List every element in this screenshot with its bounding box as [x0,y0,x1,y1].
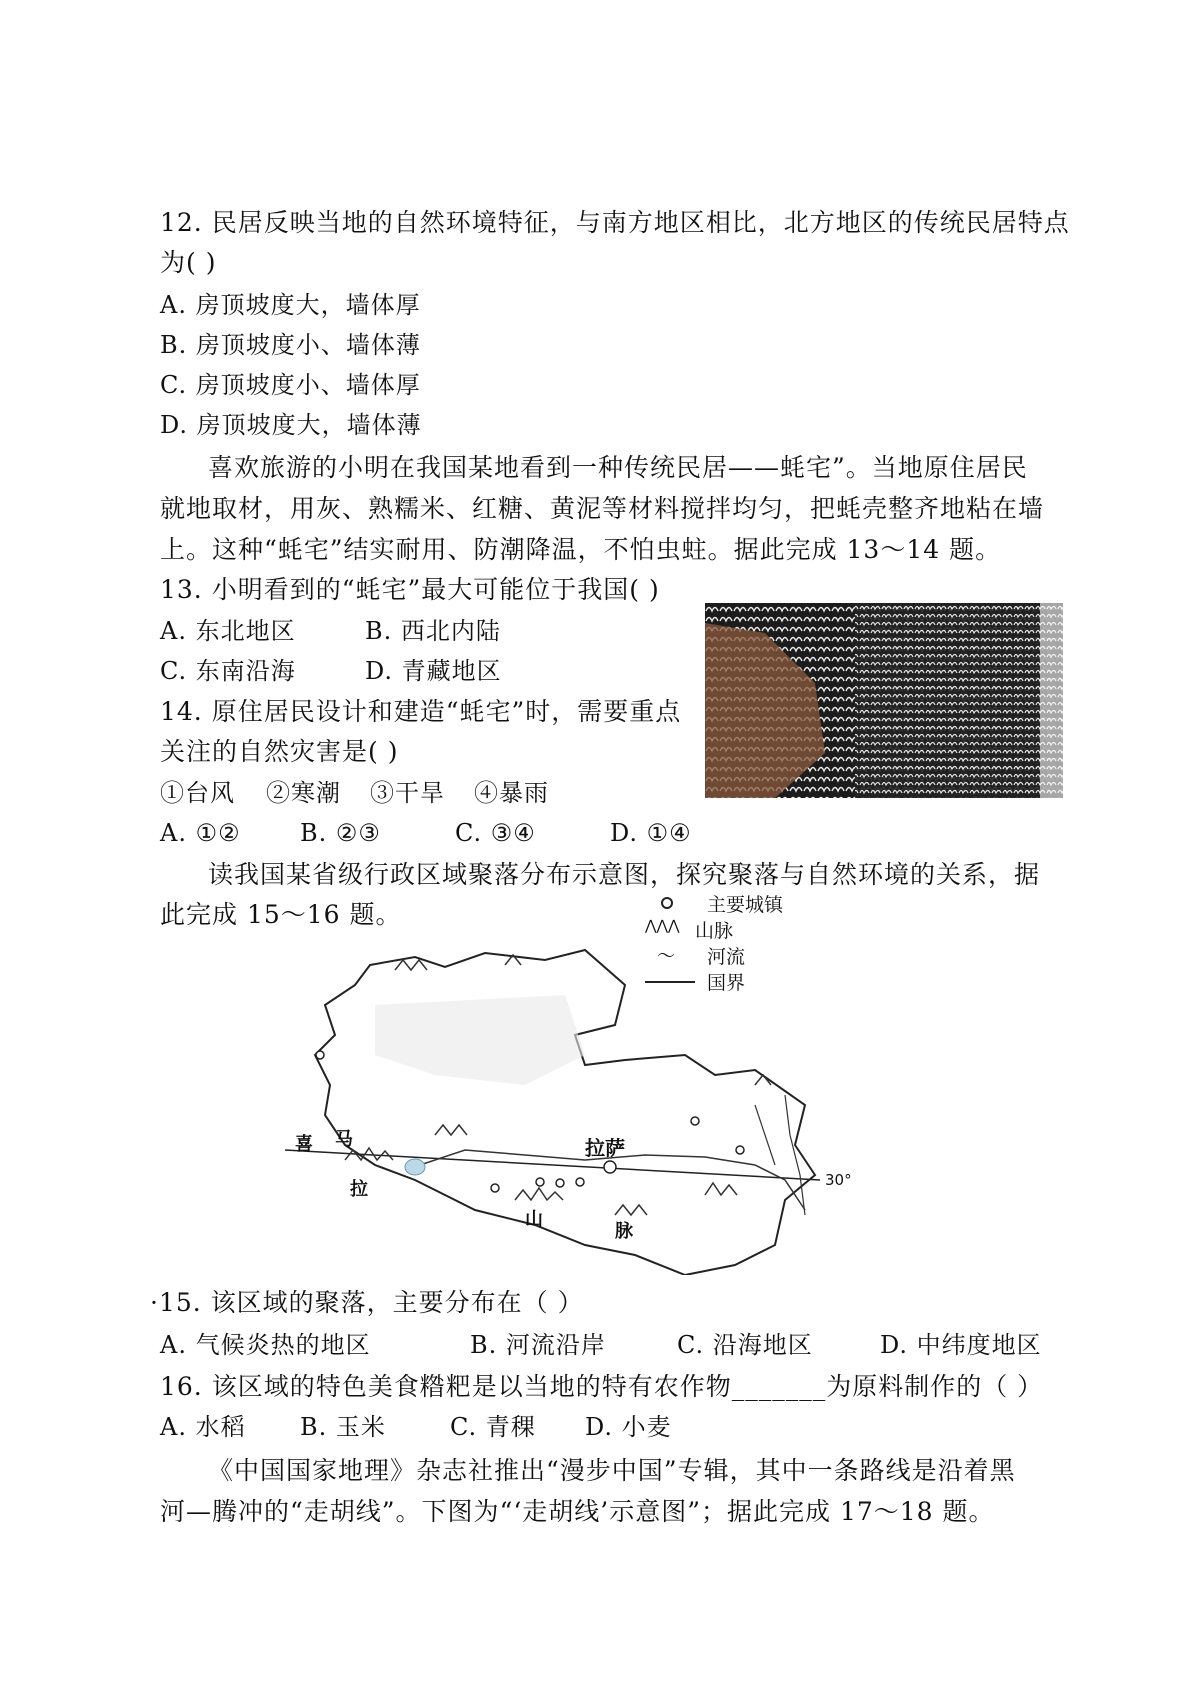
q14-stem-line1: 14. 原住居民设计和建造“蚝宅”时，需要重点 [160,697,682,726]
passage-13-14-line1: 喜欢旅游的小明在我国某地看到一种传统民居——蚝宅”。当地原住居民 [208,453,1028,482]
q14-option-b: B. ②③ [300,819,381,847]
q12-option-a: A. 房顶坡度大，墙体厚 [160,291,421,319]
legend-town-icon [661,897,673,909]
q16-option-a: A. 水稻 [160,1413,246,1441]
legend [645,890,845,994]
q16-option-b: B. 玉米 [300,1413,386,1441]
q14-hazard-4: ④暴雨 [474,779,549,807]
legend-mountain-icon: ⋀⋀⋀ [645,918,680,934]
q13-option-c: C. 东南沿海 [160,657,296,685]
range-char-4: 山 [525,1209,543,1230]
q16-stem: 16. 该区域的特色美食糌粑是以当地的特有农作物_______为原料制作的（ ） [160,1372,1044,1401]
q14-option-d: D. ①④ [610,819,692,847]
q12-option-d: D. 房顶坡度大，墙体薄 [160,411,422,439]
lake [405,1159,425,1175]
passage-17-18-line2: 河—腾冲的“走胡线”。下图为“‘走胡线’示意图”；据此完成 17～18 题。 [160,1497,995,1526]
q16-option-d: D. 小麦 [585,1413,672,1441]
passage-13-14-line3: 上。这种“蚝宅”结实耐用、防潮降温，不怕虫蛀。据此完成 13～14 题。 [160,535,1002,564]
q13-option-b: B. 西北内陆 [365,617,501,645]
passage-17-18-line1: 《中国国家地理》杂志社推出“漫步中国”专辑，其中一条路线是沿着黑 [208,1456,1016,1485]
legend-border-label: 国界 [707,972,746,994]
range-char-3: 拉 [350,1179,368,1200]
himalaya-range [345,1125,737,1215]
inner-region [375,995,585,1085]
q12-stem-line1: 12. 民居反映当地的自然环境特征，与南方地区相比，北方地区的传统民居特点 [160,208,1070,237]
settlement-map-svg [285,945,925,1275]
oyster-wall-texture [705,603,1063,798]
q12-option-c: C. 房顶坡度小、墙体厚 [160,371,421,399]
q13-stem: 13. 小明看到的“蚝宅”最大可能位于我国( ) [160,575,660,604]
q13-option-a: A. 东北地区 [160,617,296,645]
q12-stem-line2: 为( ) [160,248,217,277]
passage-15-16-line1: 读我国某省级行政区域聚落分布示意图，探究聚落与自然环境的关系，据 [208,860,1041,889]
q12-option-b: B. 房顶坡度小、墙体薄 [160,331,421,359]
q15-option-a: A. 气候炎热的地区 [160,1331,371,1359]
q14-hazard-2: ②寒潮 [266,779,341,807]
range-char-5: 脉 [615,1221,633,1242]
latitude-label: 30° [825,1171,852,1189]
city-label-lhasa: 拉萨 [585,1136,625,1160]
settlement-map [285,894,925,1275]
q14-stem-line2: 关注的自然灾害是( ) [160,737,399,766]
oyster-wall-photo [705,603,1063,798]
passage-13-14-line2: 就地取材，用灰、熟糯米、红糖、黄泥等材料搅拌均匀，把蚝壳整齐地粘在墙 [160,494,1045,523]
legend-mountain-label: 山脉 [695,920,734,942]
legend-border-icon [645,981,695,983]
q15-option-d: D. 中纬度地区 [880,1331,1042,1359]
q15-option-b: B. 河流沿岸 [470,1331,606,1359]
q13-option-d: D. 青藏地区 [365,657,502,685]
q14-hazard-3: ③干旱 [370,779,445,807]
range-char-1: 喜 [295,1134,313,1155]
q15-stem: ·15. 该区域的聚落，主要分布在（ ） [150,1288,584,1317]
legend-river-label: 河流 [707,946,746,968]
passage-15-16-line2: 此完成 15～16 题。 [160,900,402,929]
range-char-2: 马 [335,1129,353,1150]
q14-option-c: C. ③④ [455,819,536,847]
q16-option-c: C. 青稞 [450,1413,536,1441]
legend-town-label: 主要城镇 [707,894,784,916]
q15-option-c: C. 沿海地区 [677,1331,813,1359]
legend-river-icon: 〜 [657,946,675,967]
q14-option-a: A. ①② [160,819,241,847]
tributary-river [755,1105,775,1165]
q14-hazard-1: ①台风 [160,779,235,807]
